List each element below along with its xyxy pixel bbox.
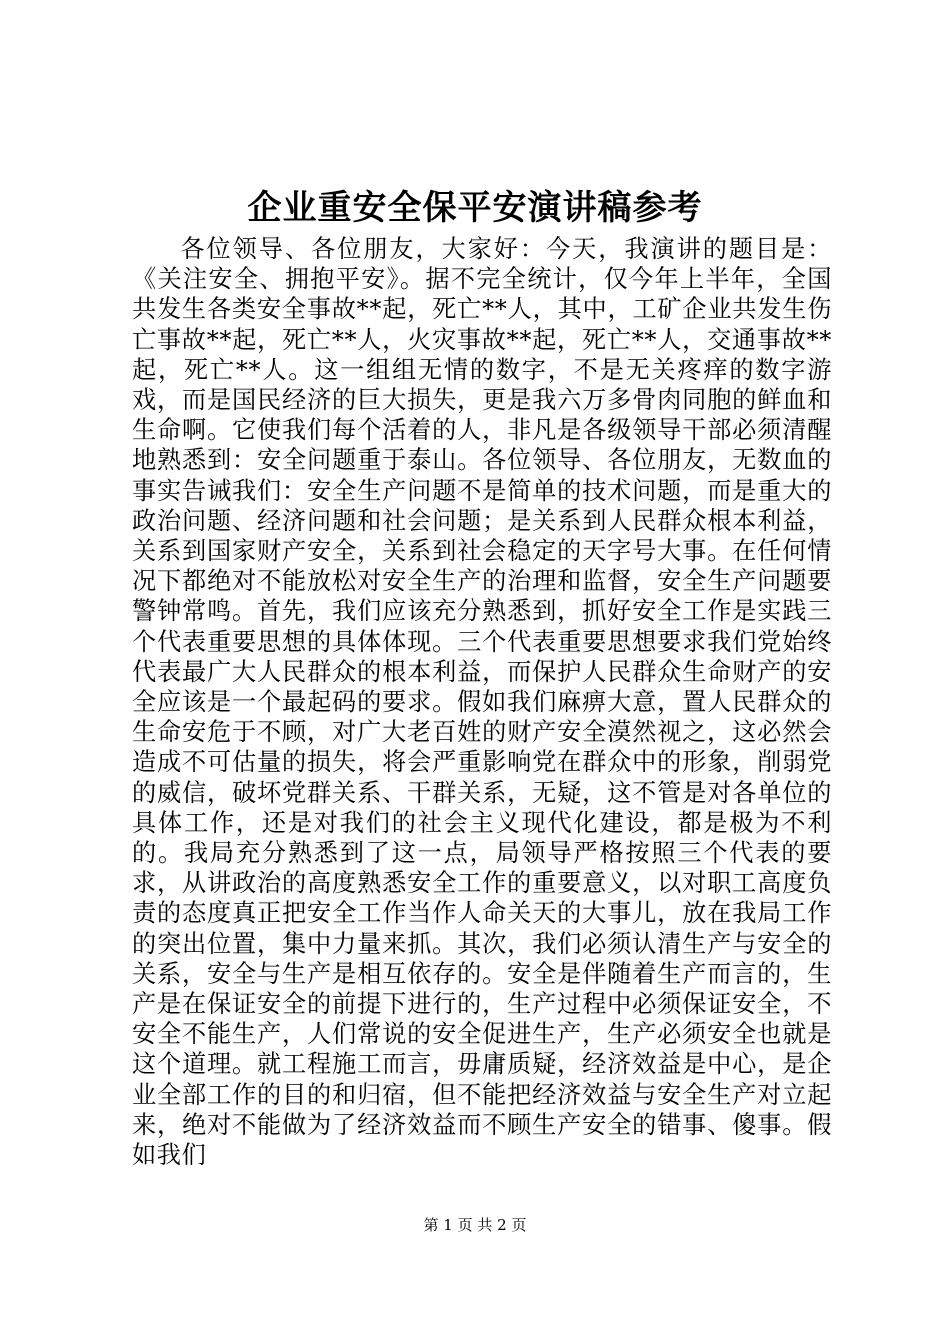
document-body: 各位领导、各位朋友，大家好：今天，我演讲的题目是：《关注安全、拥抱平安》。据不完全统计，仅今年上半年，全国共发生各类安全事故**起，死亡**人，其中，工矿企业共发生伤亡事故**起，死亡**人，火灾事故**起，死亡**人，交通事故**起，死亡**人。这一组组无情的数字，不是无关疼痒的数字游戏，而是国民经济的巨大损失，更是我六万多骨肉同胞的鲜血和生命啊。它使我们每个活着的人，非凡是各级领导干部必须清醒地熟悉到：安全问题重于泰山。各位领导、各位朋友，无数血的事实告诫我们：安全生产问题不是简单的技术问题，而是重大的政治问题、经济问题和社会问题；是关系到人民群众根本利益，关系到国家财产安全，关系到社会稳定的天字号大事。在任何情况下都绝对不能放松对安全生产的治理和监督，安全生产问题要警钟常鸣。首先，我们应该充分熟悉到，抓好安全工作是实践三个代表重要思想的具体体现。三个代表重要思想要求我们党始终代表最广大人民群众的根本利益，而保护人民群众生命财产的安全应该是一个最起码的要求。假如我们麻痹大意，置人民群众的生命安危于不顾，对广大老百姓的财产安全漠然视之，这必然会造成不可估量的损失，将会严重影响党在群众中的形象，削弱党的威信，破坏党群关系、干群关系，无疑，这不管是对各单位的具体工作，还是对我们的社会主义现代化建设，都是极为不利的。我局充分熟悉到了这一点，局领导严格按照三个代表的要求，从讲政治的高度熟悉安全工作的重要意义，以对职工高度负责的态度真正把安全工作当作人命关天的大事儿，放在我局工作的突出位置，集中力量来抓。其次，我们必须认清生产与安全的关系，安全与生产是相互依存的。安全是伴随着生产而言的，生产是在保证安全的前提下进行的，生产过程中必须保证安全，不安全不能生产，人们常说的安全促进生产，生产必须安全也就是这个道理。就工程施工而言，毋庸质疑，经济效益是中心，是企业全部工作的目的和归宿，但不能把经济效益与安全生产对立起来，绝对不能做为了经济效益而不顾生产安全的错事、傻事。假如我们 [132, 235, 832, 1170]
document-title: 企业重安全保平安演讲稿参考 [247, 188, 703, 228]
page-number-footer: 第 1 页 共 2 页 [423, 1216, 527, 1234]
